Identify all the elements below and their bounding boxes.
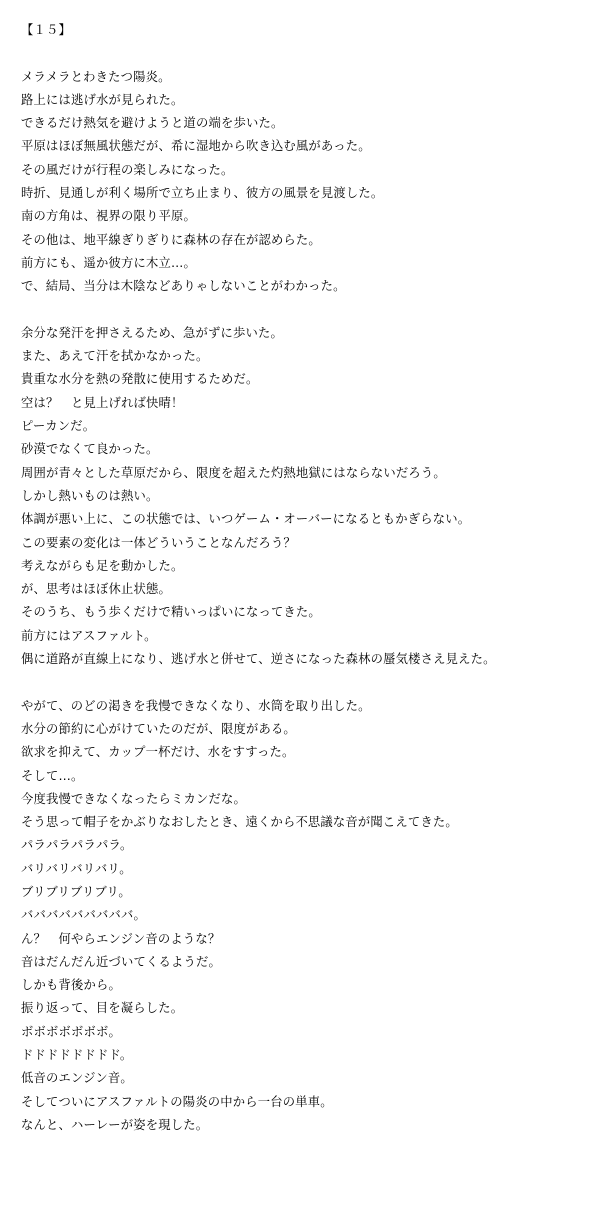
paragraph-2 (21, 322, 601, 671)
document-body (21, 19, 601, 1137)
text-line: 砂漠でなくて良かった。 (21, 442, 159, 457)
blank-line (21, 671, 601, 694)
text-line: 体調が悪い上に、この状態では、いつゲーム・オーバーになるともかぎらない。 (21, 512, 471, 527)
text-line: 空は？ と見上げれば快晴！ (21, 395, 184, 410)
text-line: 時折、見通しが利く場所で立ち止まり、彼方の風景を見渡した。 (21, 186, 384, 201)
text-line: 低音のエンジン音。 (21, 1071, 133, 1086)
text-line: 余分な発汗を押さえるため、急がずに歩いた。 (21, 325, 283, 340)
chapter-heading: 【１５】 (21, 23, 71, 37)
text-line: なんと、ハーレーが姿を現した。 (21, 1117, 209, 1132)
text-line: また、あえて汗を拭かなかった。 (21, 349, 209, 364)
text-line: しかし熱いものは熱い。 (21, 488, 159, 503)
text-line: ドドドドドドドド。 (21, 1048, 133, 1063)
text-line: 周囲が青々とした草原だから、限度を超えた灼熱地獄にはならないだろう。 (21, 465, 446, 480)
text-line: 今度我慢できなくなったらミカンだな。 (21, 791, 246, 806)
text-line: 水分の節約に心がけていたのだが、限度がある。 (21, 721, 296, 736)
text-line: 路上には逃げ水が見られた。 (21, 92, 184, 107)
text-line: が、思考はほぼ休止状態。 (21, 582, 171, 597)
text-line: 音はだんだん近づいてくるようだ。 (21, 954, 221, 969)
text-line: できるだけ熱気を避けようと道の端を歩いた。 (21, 116, 284, 131)
text-line: そして…。 (21, 768, 84, 783)
text-line: 考えながらも足を動かした。 (21, 558, 184, 573)
text-line: バババババババババ。 (21, 908, 146, 923)
text-line: 前方にはアスファルト。 (21, 628, 157, 643)
text-line: ん？ 何やらエンジン音のような？ (21, 931, 221, 946)
blank-line (21, 42, 601, 65)
blank-line (21, 299, 601, 322)
text-line: メラメラとわきたつ陽炎。 (21, 69, 171, 84)
paragraph-3 (21, 695, 601, 1138)
text-line: 偶に道路が直線上になり、逃げ水と併せて、逆さになった森林の蜃気楼さえ見えた。 (21, 652, 496, 667)
text-line: ブリブリブリブリ。 (21, 884, 131, 899)
text-line: やがて、のどの渇きを我慢できなくなり、水筒を取り出した。 (21, 698, 371, 713)
text-line: ボボボボボボボ。 (21, 1024, 121, 1039)
text-line: 振り返って、目を凝らした。 (21, 1001, 184, 1016)
text-line: ピーカンだ。 (21, 419, 96, 434)
text-line: そしてついにアスファルトの陽炎の中から一台の単車。 (21, 1094, 333, 1109)
text-line: その風だけが行程の楽しみになった。 (21, 162, 234, 177)
text-line: 南の方角は、視界の限り平原。 (21, 209, 196, 224)
paragraph-1 (21, 66, 601, 299)
text-line: バリバリバリバリ。 (21, 861, 132, 876)
text-line: そのうち、もう歩くだけで精いっぱいになってきた。 (21, 605, 321, 620)
text-line: その他は、地平線ぎりぎりに森林の存在が認めらた。 (21, 232, 321, 247)
text-line: しかも背後から。 (21, 978, 121, 993)
text-line: 欲求を抑えて、カップ一杯だけ、水をすすった。 (21, 745, 295, 760)
text-line: パラパラパラパラ。 (21, 838, 133, 853)
text-line: そう思って帽子をかぶりなおしたとき、遠くから不思議な音が聞こえてきた。 (21, 815, 458, 830)
text-line: で、結局、当分は木陰などありゃしないことがわかった。 (21, 279, 346, 294)
text-line: 貴重な水分を熱の発散に使用するためだ。 (21, 372, 259, 387)
text-line: この要素の変化は一体どういうことなんだろう？ (21, 535, 296, 550)
text-line: 平原はほぼ無風状態だが、希に湿地から吹き込む風があった。 (21, 139, 371, 154)
text-line: 前方にも、遥か彼方に木立…。 (21, 255, 196, 270)
